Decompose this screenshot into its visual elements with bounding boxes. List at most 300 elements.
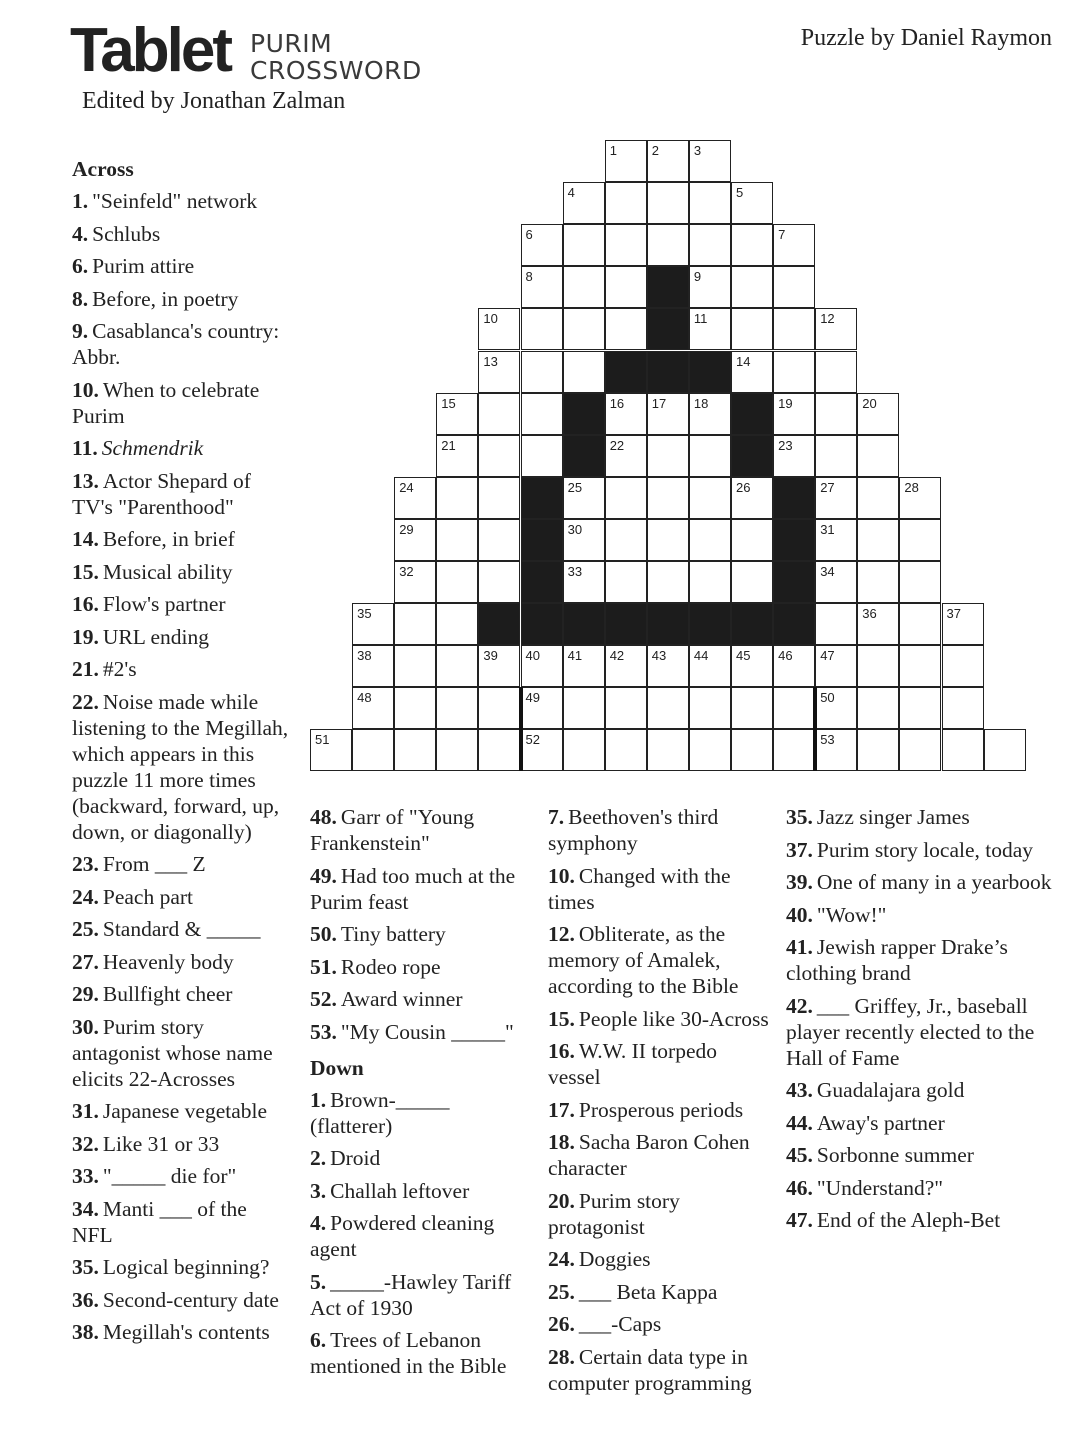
grid-cell[interactable] bbox=[815, 561, 857, 603]
grid-cell[interactable] bbox=[521, 435, 563, 477]
clue-text: Jazz singer James bbox=[816, 805, 970, 829]
clue-number: 42. bbox=[786, 993, 813, 1018]
clue-item bbox=[310, 986, 532, 1012]
grid-cell[interactable] bbox=[857, 393, 899, 435]
grid-cell[interactable] bbox=[899, 519, 941, 561]
clue-text: End of the Aleph-Bet bbox=[816, 1208, 1001, 1232]
clue-text: Purim story locale, today bbox=[816, 837, 1034, 862]
grid-cell[interactable] bbox=[773, 393, 815, 435]
grid-cell[interactable] bbox=[394, 729, 436, 771]
cell-number: 21 bbox=[441, 437, 456, 453]
clue-number: 21. bbox=[72, 657, 99, 681]
grid-cell[interactable] bbox=[605, 182, 647, 224]
grid-cell[interactable] bbox=[731, 687, 773, 729]
grid-cell[interactable] bbox=[899, 561, 941, 603]
clue-number: 7. bbox=[548, 805, 565, 829]
clue-item bbox=[548, 921, 774, 999]
cell-number: 42 bbox=[609, 648, 625, 664]
grid-cell[interactable] bbox=[647, 140, 689, 182]
grid-block bbox=[689, 603, 731, 645]
grid-cell[interactable] bbox=[773, 645, 815, 687]
grid-cell[interactable] bbox=[436, 561, 478, 603]
grid-cell[interactable] bbox=[605, 477, 647, 519]
clue-item bbox=[310, 1145, 532, 1171]
grid-cell[interactable] bbox=[605, 561, 647, 603]
grid-cell[interactable] bbox=[857, 435, 899, 477]
grid-cell[interactable] bbox=[773, 729, 815, 771]
clue-item bbox=[72, 526, 290, 552]
clue-text: Changed with the times bbox=[548, 863, 731, 914]
cell-number: 26 bbox=[736, 479, 751, 495]
grid-cell[interactable] bbox=[815, 351, 857, 393]
grid-cell[interactable] bbox=[521, 645, 563, 687]
clue-item bbox=[72, 468, 290, 520]
grid-cell[interactable] bbox=[815, 519, 857, 561]
grid-block bbox=[773, 519, 815, 561]
grid-cell[interactable] bbox=[857, 519, 899, 561]
grid-cell[interactable] bbox=[436, 435, 478, 477]
grid-block bbox=[521, 603, 563, 645]
clue-text: W.W. II torpedo vessel bbox=[548, 1039, 718, 1089]
grid-cell[interactable] bbox=[478, 351, 520, 393]
grid-cell[interactable] bbox=[563, 519, 605, 561]
cell-number: 39 bbox=[483, 648, 498, 664]
grid-cell[interactable] bbox=[731, 477, 773, 519]
grid-cell[interactable] bbox=[647, 393, 689, 435]
clues-column-2 bbox=[310, 804, 532, 1386]
grid-cell[interactable] bbox=[731, 266, 773, 308]
grid-cell[interactable] bbox=[521, 393, 563, 435]
cell-number: 28 bbox=[904, 479, 919, 495]
clue-number: 10. bbox=[548, 863, 575, 888]
grid-cell[interactable] bbox=[773, 687, 815, 729]
grid-cell[interactable] bbox=[647, 687, 689, 729]
clue-text: Doggies bbox=[578, 1247, 651, 1271]
clue-number: 50. bbox=[310, 922, 337, 946]
clue-item bbox=[72, 1196, 290, 1248]
cell-number: 44 bbox=[693, 648, 709, 664]
grid-cell[interactable] bbox=[563, 645, 605, 687]
grid-cell[interactable] bbox=[605, 224, 647, 266]
clue-text: Before, in poetry bbox=[92, 286, 239, 311]
clue-text: Obliterate, as the memory of Amalek, according to the Bible bbox=[548, 922, 739, 998]
grid-cell[interactable] bbox=[521, 351, 563, 393]
grid-cell[interactable] bbox=[689, 182, 731, 224]
grid-block bbox=[605, 351, 647, 393]
grid-cell[interactable] bbox=[984, 729, 1026, 771]
clue-item bbox=[310, 921, 532, 947]
clue-number: 1. bbox=[72, 189, 89, 213]
grid-block bbox=[478, 603, 520, 645]
grid-block bbox=[605, 603, 647, 645]
cell-number: 34 bbox=[820, 564, 835, 579]
clue-number: 27. bbox=[72, 949, 99, 974]
clue-text: Challah leftover bbox=[330, 1178, 470, 1203]
clue-number: 29. bbox=[72, 982, 99, 1006]
grid-cell[interactable] bbox=[857, 729, 899, 771]
grid-cell[interactable] bbox=[689, 393, 731, 435]
grid-cell[interactable] bbox=[689, 140, 731, 182]
cell-number: 51 bbox=[315, 732, 330, 748]
cell-number: 47 bbox=[820, 648, 835, 664]
clue-text: Purim story protagonist bbox=[548, 1188, 680, 1239]
clue-text: Schlubs bbox=[92, 221, 161, 246]
cell-number: 29 bbox=[399, 521, 414, 537]
clue-text: Logical beginning? bbox=[102, 1255, 270, 1279]
clue-number: 24. bbox=[72, 884, 99, 909]
clue-item bbox=[548, 1344, 774, 1396]
clue-number: 35. bbox=[72, 1255, 99, 1279]
grid-cell[interactable] bbox=[563, 351, 605, 393]
clue-item bbox=[72, 1254, 290, 1280]
clue-number: 26. bbox=[548, 1312, 575, 1336]
cell-number: 13 bbox=[483, 353, 498, 369]
clues-column-4 bbox=[786, 804, 1056, 1240]
grid-cell[interactable] bbox=[478, 645, 520, 687]
grid-cell[interactable] bbox=[857, 477, 899, 519]
grid-cell[interactable] bbox=[394, 603, 436, 645]
clue-text: Before, in brief bbox=[102, 527, 235, 551]
cell-number: 20 bbox=[862, 395, 877, 411]
grid-cell[interactable] bbox=[773, 351, 815, 393]
across-heading: Across bbox=[72, 157, 134, 181]
clue-number: 44. bbox=[786, 1110, 813, 1135]
clue-item bbox=[548, 863, 774, 915]
clue-text: Had too much at the Purim feast bbox=[310, 863, 516, 914]
grid-cell[interactable] bbox=[731, 308, 773, 350]
cell-number: 48 bbox=[357, 690, 372, 706]
grid-block bbox=[731, 435, 773, 477]
clue-item bbox=[310, 1087, 532, 1139]
grid-cell[interactable] bbox=[563, 308, 605, 350]
grid-cell[interactable] bbox=[478, 308, 520, 350]
clue-number: 20. bbox=[548, 1188, 575, 1213]
clue-text: Second-century date bbox=[102, 1287, 279, 1312]
grid-cell[interactable] bbox=[647, 477, 689, 519]
subtitle-line-1: PURIM bbox=[250, 29, 333, 58]
grid-cell[interactable] bbox=[731, 645, 773, 687]
grid-cell[interactable] bbox=[815, 393, 857, 435]
grid-cell[interactable] bbox=[478, 687, 520, 729]
clue-item bbox=[72, 1131, 290, 1157]
clue-number: 41. bbox=[786, 935, 813, 959]
grid-block bbox=[647, 266, 689, 308]
grid-cell[interactable] bbox=[563, 729, 605, 771]
cell-number: 3 bbox=[693, 143, 702, 158]
clue-number: 36. bbox=[72, 1287, 99, 1312]
clue-item bbox=[310, 1178, 532, 1204]
clue-number: 16. bbox=[548, 1039, 575, 1063]
clue-item bbox=[310, 1210, 532, 1262]
cell-number: 40 bbox=[525, 648, 540, 664]
grid-cell[interactable] bbox=[857, 645, 899, 687]
clue-item bbox=[72, 689, 290, 845]
cell-number: 7 bbox=[778, 227, 786, 243]
grid-cell[interactable] bbox=[436, 393, 478, 435]
grid-cell[interactable] bbox=[563, 266, 605, 308]
grid-cell[interactable] bbox=[605, 519, 647, 561]
subtitle-line-2: CROSSWORD bbox=[250, 56, 422, 85]
grid-cell[interactable] bbox=[899, 729, 941, 771]
grid-cell[interactable] bbox=[731, 729, 773, 771]
thick-divider bbox=[519, 729, 523, 771]
cell-number: 33 bbox=[567, 564, 583, 579]
grid-cell[interactable] bbox=[815, 308, 857, 350]
grid-cell[interactable] bbox=[899, 477, 941, 519]
grid-cell[interactable] bbox=[689, 266, 731, 308]
grid-cell[interactable] bbox=[773, 308, 815, 350]
grid-cell[interactable] bbox=[815, 687, 857, 729]
grid-cell[interactable] bbox=[815, 435, 857, 477]
clue-number: 33. bbox=[72, 1164, 99, 1188]
clue-item bbox=[72, 1163, 290, 1189]
grid-cell[interactable] bbox=[689, 519, 731, 561]
clue-number: 18. bbox=[548, 1130, 575, 1154]
grid-cell[interactable] bbox=[394, 477, 436, 519]
clue-text: Actor Shepard of TV's "Parenthood" bbox=[72, 468, 251, 519]
clue-number: 37. bbox=[786, 837, 813, 862]
cell-number: 18 bbox=[693, 395, 709, 411]
grid-cell[interactable] bbox=[352, 603, 394, 645]
clue-item bbox=[310, 1269, 532, 1321]
clue-number: 30. bbox=[72, 1014, 99, 1039]
clue-text: Megillah's contents bbox=[102, 1320, 270, 1344]
clue-item bbox=[72, 1098, 290, 1124]
clue-number: 46. bbox=[786, 1175, 813, 1200]
grid-cell[interactable] bbox=[563, 182, 605, 224]
cell-number: 11 bbox=[693, 311, 708, 327]
grid-cell[interactable] bbox=[942, 603, 984, 645]
clue-item bbox=[72, 591, 290, 617]
grid-cell[interactable] bbox=[815, 477, 857, 519]
grid-cell[interactable] bbox=[605, 140, 647, 182]
clue-text: Manti ___ of the NFL bbox=[72, 1196, 247, 1247]
clue-text: Musical ability bbox=[102, 559, 233, 584]
grid-cell[interactable] bbox=[521, 224, 563, 266]
clue-number: 12. bbox=[548, 922, 575, 946]
grid-cell[interactable] bbox=[689, 224, 731, 266]
clue-text: ___ Griffey, Jr., baseball player recently elected to the Hall of Fame bbox=[786, 993, 1035, 1070]
grid-cell[interactable] bbox=[731, 224, 773, 266]
grid-cell[interactable] bbox=[689, 729, 731, 771]
clue-text: One of many in a yearbook bbox=[816, 870, 1052, 894]
grid-cell[interactable] bbox=[773, 266, 815, 308]
clue-text: Schmendrik bbox=[101, 436, 204, 460]
grid-cell[interactable] bbox=[731, 561, 773, 603]
clue-text: Noise made while listening to the Megillah, which appears in this puzzle 11 more times (backward, forward, up, down, or diagonally) bbox=[72, 689, 289, 844]
grid-cell[interactable] bbox=[647, 224, 689, 266]
clue-item bbox=[786, 869, 1056, 895]
grid-cell[interactable] bbox=[394, 519, 436, 561]
grid-cell[interactable] bbox=[478, 561, 520, 603]
cell-number: 46 bbox=[778, 648, 793, 664]
cell-number: 12 bbox=[820, 311, 835, 327]
grid-cell[interactable] bbox=[815, 645, 857, 687]
grid-cell[interactable] bbox=[689, 308, 731, 350]
cell-number: 27 bbox=[820, 479, 835, 495]
grid-cell[interactable] bbox=[478, 519, 520, 561]
clue-number: 47. bbox=[786, 1208, 813, 1232]
grid-cell[interactable] bbox=[899, 645, 941, 687]
grid-cell[interactable] bbox=[521, 729, 563, 771]
clue-text: "_____ die for" bbox=[102, 1164, 237, 1188]
across-list-1 bbox=[72, 188, 290, 1345]
grid-cell[interactable] bbox=[436, 687, 478, 729]
clue-item bbox=[72, 1014, 290, 1092]
cell-number: 50 bbox=[820, 690, 835, 706]
grid-cell[interactable] bbox=[436, 477, 478, 519]
clue-text: "Wow!" bbox=[816, 902, 887, 927]
grid-cell[interactable] bbox=[352, 645, 394, 687]
grid-cell[interactable] bbox=[605, 308, 647, 350]
grid-cell[interactable] bbox=[563, 224, 605, 266]
grid-cell[interactable] bbox=[689, 687, 731, 729]
grid-block bbox=[521, 477, 563, 519]
clue-number: 52. bbox=[310, 987, 337, 1011]
grid-cell[interactable] bbox=[521, 266, 563, 308]
clue-item bbox=[548, 1311, 774, 1337]
grid-block bbox=[563, 393, 605, 435]
grid-cell[interactable] bbox=[647, 645, 689, 687]
grid-cell[interactable] bbox=[605, 645, 647, 687]
clue-text: Jewish rapper Drake’s clothing brand bbox=[786, 935, 1008, 985]
clue-item bbox=[72, 624, 290, 650]
clue-item bbox=[72, 851, 290, 877]
clue-item bbox=[72, 949, 290, 975]
clue-text: Garr of "Young Frankenstein" bbox=[310, 805, 475, 855]
clue-number: 15. bbox=[72, 559, 99, 584]
clue-item bbox=[548, 1097, 774, 1123]
grid-cell[interactable] bbox=[352, 729, 394, 771]
grid-cell[interactable] bbox=[857, 561, 899, 603]
clue-text: Sorbonne summer bbox=[816, 1143, 974, 1167]
grid-cell[interactable] bbox=[731, 351, 773, 393]
grid-cell[interactable] bbox=[731, 182, 773, 224]
cell-number: 25 bbox=[567, 479, 583, 495]
grid-cell[interactable] bbox=[689, 561, 731, 603]
clue-text: Certain data type in computer programming bbox=[548, 1344, 752, 1395]
grid-cell[interactable] bbox=[394, 687, 436, 729]
cell-number: 16 bbox=[609, 395, 625, 411]
grid-cell[interactable] bbox=[563, 477, 605, 519]
clue-text: _____-Hawley Tariff Act of 1930 bbox=[310, 1269, 512, 1320]
grid-cell[interactable] bbox=[563, 561, 605, 603]
clue-item bbox=[786, 993, 1056, 1071]
grid-block bbox=[647, 308, 689, 350]
clue-item bbox=[72, 253, 290, 279]
grid-cell[interactable] bbox=[647, 519, 689, 561]
grid-cell[interactable] bbox=[689, 477, 731, 519]
grid-cell[interactable] bbox=[857, 687, 899, 729]
grid-cell[interactable] bbox=[605, 729, 647, 771]
grid-cell[interactable] bbox=[899, 603, 941, 645]
grid-cell[interactable] bbox=[647, 729, 689, 771]
cell-number: 5 bbox=[736, 185, 744, 201]
clue-number: 34. bbox=[72, 1196, 99, 1221]
grid-cell[interactable] bbox=[521, 308, 563, 350]
grid-cell[interactable] bbox=[436, 729, 478, 771]
grid-cell[interactable] bbox=[815, 729, 857, 771]
grid-cell[interactable] bbox=[436, 645, 478, 687]
clue-number: 23. bbox=[72, 852, 99, 876]
down-list-2 bbox=[310, 1087, 532, 1380]
grid-cell[interactable] bbox=[773, 435, 815, 477]
clue-text: Flow's partner bbox=[102, 592, 226, 616]
grid-cell[interactable] bbox=[352, 687, 394, 729]
clue-number: 9. bbox=[72, 319, 89, 343]
grid-cell[interactable] bbox=[899, 687, 941, 729]
grid-cell[interactable] bbox=[689, 435, 731, 477]
clue-number: 2. bbox=[310, 1146, 327, 1170]
clue-text: "Seinfeld" network bbox=[92, 189, 258, 213]
grid-cell[interactable] bbox=[689, 645, 731, 687]
cell-number: 1 bbox=[609, 143, 617, 158]
grid-cell[interactable] bbox=[478, 435, 520, 477]
thick-divider bbox=[519, 687, 523, 729]
clue-text: ___ Beta Kappa bbox=[578, 1279, 718, 1304]
grid-cell[interactable] bbox=[647, 561, 689, 603]
cell-number: 10 bbox=[483, 311, 498, 327]
grid-cell[interactable] bbox=[773, 224, 815, 266]
grid-cell[interactable] bbox=[605, 393, 647, 435]
cell-number: 24 bbox=[399, 479, 414, 495]
grid-cell[interactable] bbox=[605, 687, 647, 729]
clue-number: 10. bbox=[72, 377, 99, 402]
cell-number: 15 bbox=[441, 395, 456, 411]
grid-cell[interactable] bbox=[815, 603, 857, 645]
clue-number: 4. bbox=[310, 1211, 327, 1235]
clue-number: 22. bbox=[72, 689, 99, 714]
grid-cell[interactable] bbox=[647, 435, 689, 477]
clue-number: 45. bbox=[786, 1143, 813, 1167]
clue-item bbox=[786, 1142, 1056, 1168]
grid-cell[interactable] bbox=[394, 561, 436, 603]
grid-cell[interactable] bbox=[478, 393, 520, 435]
grid-cell[interactable] bbox=[647, 182, 689, 224]
grid-cell[interactable] bbox=[478, 729, 520, 771]
cell-number: 52 bbox=[525, 732, 540, 748]
grid-cell[interactable] bbox=[394, 645, 436, 687]
clue-text: Purim story antagonist whose name elicits 22-Acrosses bbox=[72, 1014, 273, 1091]
clue-text: Guadalajara gold bbox=[816, 1078, 965, 1102]
grid-cell[interactable] bbox=[478, 477, 520, 519]
grid-cell[interactable] bbox=[310, 729, 352, 771]
grid-block bbox=[731, 393, 773, 435]
header-subtitle bbox=[250, 30, 422, 84]
grid-cell[interactable] bbox=[942, 729, 984, 771]
grid-cell[interactable] bbox=[605, 435, 647, 477]
grid-cell[interactable] bbox=[942, 687, 984, 729]
grid-block bbox=[563, 435, 605, 477]
clue-text: Award winner bbox=[340, 987, 463, 1011]
grid-cell[interactable] bbox=[731, 519, 773, 561]
clue-number: 13. bbox=[72, 468, 99, 493]
clue-text: Trees of Lebanon mentioned in the Bible bbox=[310, 1328, 507, 1378]
grid-block bbox=[773, 477, 815, 519]
clue-item bbox=[72, 559, 290, 585]
grid-cell[interactable] bbox=[563, 687, 605, 729]
grid-cell[interactable] bbox=[521, 687, 563, 729]
grid-cell[interactable] bbox=[436, 603, 478, 645]
grid-cell[interactable] bbox=[605, 266, 647, 308]
clue-text: "My Cousin _____" bbox=[340, 1019, 514, 1044]
grid-cell[interactable] bbox=[942, 645, 984, 687]
clue-text: Purim attire bbox=[92, 254, 195, 278]
cell-number: 43 bbox=[651, 648, 667, 664]
grid-cell[interactable] bbox=[436, 519, 478, 561]
grid-cell[interactable] bbox=[857, 603, 899, 645]
clue-number: 51. bbox=[310, 954, 337, 979]
